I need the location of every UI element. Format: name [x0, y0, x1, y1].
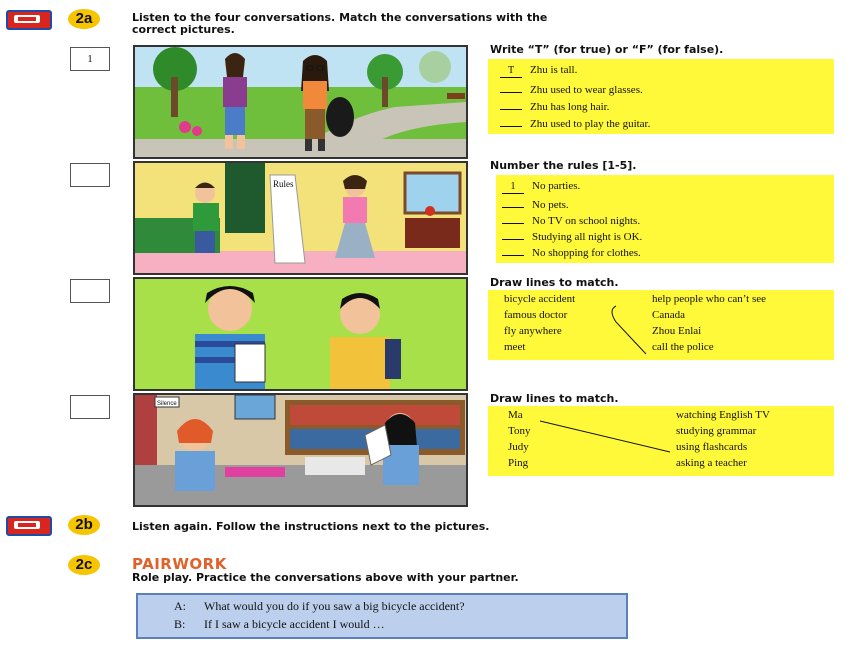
task-1-item — [500, 98, 609, 113]
task-3-panel — [488, 290, 834, 360]
dialogue-line — [174, 599, 465, 614]
section-2b-instruction: Listen again. Follow the instructions next to the pictures. — [132, 520, 490, 533]
task-3-left-item[interactable]: meet — [504, 341, 526, 353]
answer-blank[interactable] — [502, 244, 524, 256]
section-2a-badge: 2a — [68, 9, 100, 29]
picture-2-number-box[interactable] — [70, 163, 110, 187]
answer-blank[interactable]: T — [500, 66, 522, 78]
rules-paper-label: Rules — [273, 179, 294, 189]
dialogue-text: What would you do if you saw a big bicycle accident? — [204, 599, 465, 613]
task-2-item — [502, 180, 580, 194]
task-2-panel — [496, 175, 834, 263]
statement-text: Zhu has long hair. — [530, 101, 610, 113]
task-3-left-item[interactable]: famous doctor — [504, 309, 568, 321]
answer-blank[interactable] — [500, 81, 522, 93]
section-2c-instruction: Role play. Practice the conversations above with your partner. — [132, 571, 519, 584]
picture-2-rules — [133, 161, 468, 275]
task-3-right-item[interactable]: Canada — [652, 309, 685, 321]
picture-3-two-boys — [133, 277, 468, 391]
task-4-left-item[interactable]: Ping — [508, 457, 529, 469]
task-4-left-item[interactable]: Judy — [508, 441, 529, 453]
task-3-right-item[interactable]: call the police — [652, 341, 714, 353]
speaker-label: B: — [174, 617, 186, 631]
rule-text: No shopping for clothes. — [532, 247, 641, 259]
task-3-title: Draw lines to match. — [490, 276, 619, 289]
role-play-box — [136, 593, 628, 639]
answer-blank[interactable] — [502, 196, 524, 208]
cassette-tape-icon — [6, 10, 52, 30]
statement-text: Zhu used to wear glasses. — [530, 84, 643, 96]
task-3-left-item[interactable]: bicycle accident — [504, 293, 576, 305]
cassette-tape-icon — [6, 516, 52, 536]
picture-4-number-box[interactable] — [70, 395, 110, 419]
rule-text: No parties. — [532, 180, 581, 192]
answer-blank[interactable] — [500, 115, 522, 127]
task-1-item — [500, 81, 643, 96]
answer-blank[interactable]: 1 — [502, 182, 524, 194]
task-4-match-line — [488, 406, 834, 476]
task-3-left-item[interactable]: fly anywhere — [504, 325, 562, 337]
task-1-item — [500, 115, 650, 130]
task-3-right-item[interactable]: help people who can’t see — [652, 293, 767, 305]
instruction-line-1: Listen to the four conversations. Match the conversations with the — [132, 11, 548, 24]
task-3-right-item[interactable]: Zhou Enlai — [652, 325, 702, 337]
task-2-title: Number the rules [1-5]. — [490, 159, 637, 172]
task-4-right-item[interactable]: watching English TV — [676, 409, 770, 421]
picture-1-park — [133, 45, 468, 159]
task-4-panel — [488, 406, 834, 476]
task-4-left-item[interactable]: Tony — [508, 425, 531, 437]
instruction-line-2: correct pictures. — [132, 23, 235, 36]
section-2a-instruction — [132, 12, 547, 36]
task-2-item — [502, 228, 642, 243]
task-1-item — [500, 64, 577, 78]
task-4-right-item[interactable]: studying grammar — [676, 425, 757, 437]
task-4-right-item[interactable]: using flashcards — [676, 441, 748, 453]
picture-1-number-box[interactable]: 1 — [70, 47, 110, 71]
task-4-right-item[interactable]: asking a teacher — [676, 457, 747, 469]
picture-4-library — [133, 393, 468, 507]
task-2-item — [502, 196, 569, 211]
answer-blank[interactable] — [500, 98, 522, 110]
dialogue-text: If I saw a bicycle accident I would … — [204, 617, 385, 631]
speaker-label: A: — [174, 599, 186, 613]
task-1-panel — [488, 59, 834, 134]
task-1-title: Write “T” (for true) or “F” (for false). — [490, 43, 724, 56]
statement-text: Zhu used to play the guitar. — [530, 118, 651, 130]
rule-text: No pets. — [532, 199, 569, 211]
statement-text: Zhu is tall. — [530, 64, 578, 76]
silence-sign: Silence — [157, 401, 177, 407]
picture-3-number-box[interactable] — [70, 279, 110, 303]
dialogue-line — [174, 617, 385, 632]
task-2-item — [502, 244, 641, 259]
pairwork-heading: PAIRWORK — [132, 555, 227, 573]
section-2b-badge: 2b — [68, 515, 100, 535]
answer-blank[interactable] — [502, 212, 524, 224]
rule-text: No TV on school nights. — [532, 215, 641, 227]
answer-blank[interactable] — [502, 228, 524, 240]
section-2c-badge: 2c — [68, 555, 100, 575]
task-2-item — [502, 212, 640, 227]
task-4-title: Draw lines to match. — [490, 392, 619, 405]
rule-text: Studying all night is OK. — [532, 231, 643, 243]
task-4-left-item[interactable]: Ma — [508, 409, 523, 421]
